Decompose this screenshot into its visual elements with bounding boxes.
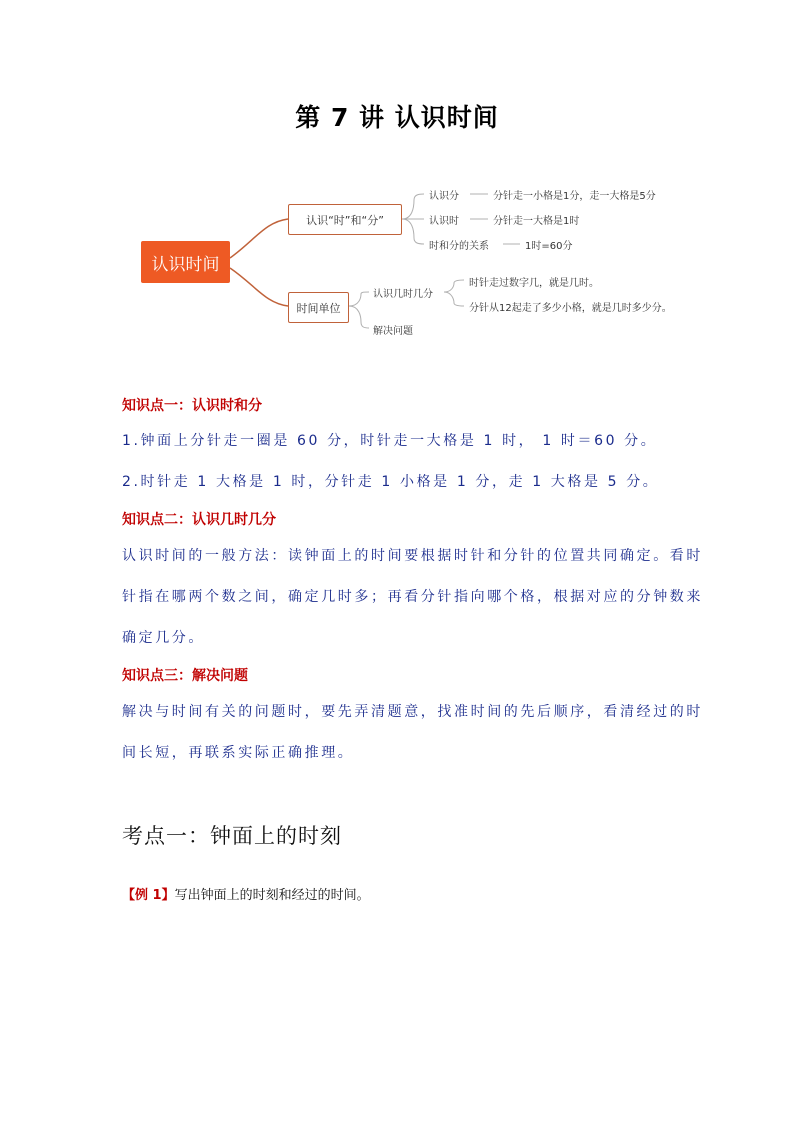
- knowledge-heading-1: 知识点一：认识时和分: [122, 398, 262, 414]
- leaf-know-hour: 认识时: [429, 216, 459, 227]
- mindmap-connectors: [0, 0, 794, 400]
- knowledge-heading-2: 知识点二：认识几时几分: [122, 512, 276, 528]
- knowledge-2-line-2: 针指在哪两个数之间，确定几时多；再看分针指向哪个格，根据对应的分钟数来: [122, 589, 703, 605]
- knowledge-3-line-1: 解决与时间有关的问题时，要先弄清题意，找准时间的先后顺序，看清经过的时: [122, 704, 703, 720]
- knowledge-1-line-1: 1.钟面上分针走一圈是 60 分，时针走一大格是 1 时， 1 时＝60 分。: [122, 433, 658, 449]
- leaf-read-time: 认识几时几分: [373, 289, 433, 300]
- example-1: [122, 884, 370, 903]
- exam-point-heading: 考点一：钟面上的时刻: [122, 824, 342, 848]
- knowledge-heading-3: 知识点三：解决问题: [122, 668, 248, 684]
- leaf-hour-hand-rule: 时针走过数字几，就是几时。: [469, 278, 599, 289]
- example-tag: 【例 1】: [122, 888, 175, 903]
- knowledge-3-line-2: 间长短，再联系实际正确推理。: [122, 745, 355, 761]
- knowledge-2-line-3: 确定几分。: [122, 630, 205, 646]
- leaf-know-minute: 认识分: [429, 191, 459, 202]
- page-title: 第 7 讲 认识时间: [295, 103, 499, 132]
- branch-label: 时间单位: [296, 301, 341, 315]
- knowledge-2-line-1: 认识时间的一般方法：读钟面上的时间要根据时针和分针的位置共同确定。看时: [122, 548, 703, 564]
- branch-label: 认识“时”和“分”: [306, 213, 384, 227]
- leaf-know-minute-desc: 分针走一小格是1分，走一大格是5分: [493, 191, 656, 202]
- leaf-relation-desc: 1时=60分: [525, 241, 573, 252]
- mindmap-branch-time-and-minute: [288, 204, 402, 235]
- mindmap-root: 认识时间: [141, 241, 230, 283]
- leaf-relation: 时和分的关系: [429, 241, 489, 252]
- leaf-know-hour-desc: 分针走一大格是1时: [493, 216, 580, 227]
- leaf-minute-hand-rule: 分针从12起走了多少小格，就是几时多少分。: [469, 303, 672, 314]
- leaf-solve-problems: 解决问题: [373, 326, 413, 337]
- example-text: 写出钟面上的时刻和经过的时间。: [174, 888, 370, 903]
- mindmap-branch-time-unit: [288, 292, 349, 323]
- knowledge-1-line-2: 2.时针走 1 大格是 1 时，分针走 1 小格是 1 分，走 1 大格是 5 分。: [122, 474, 660, 490]
